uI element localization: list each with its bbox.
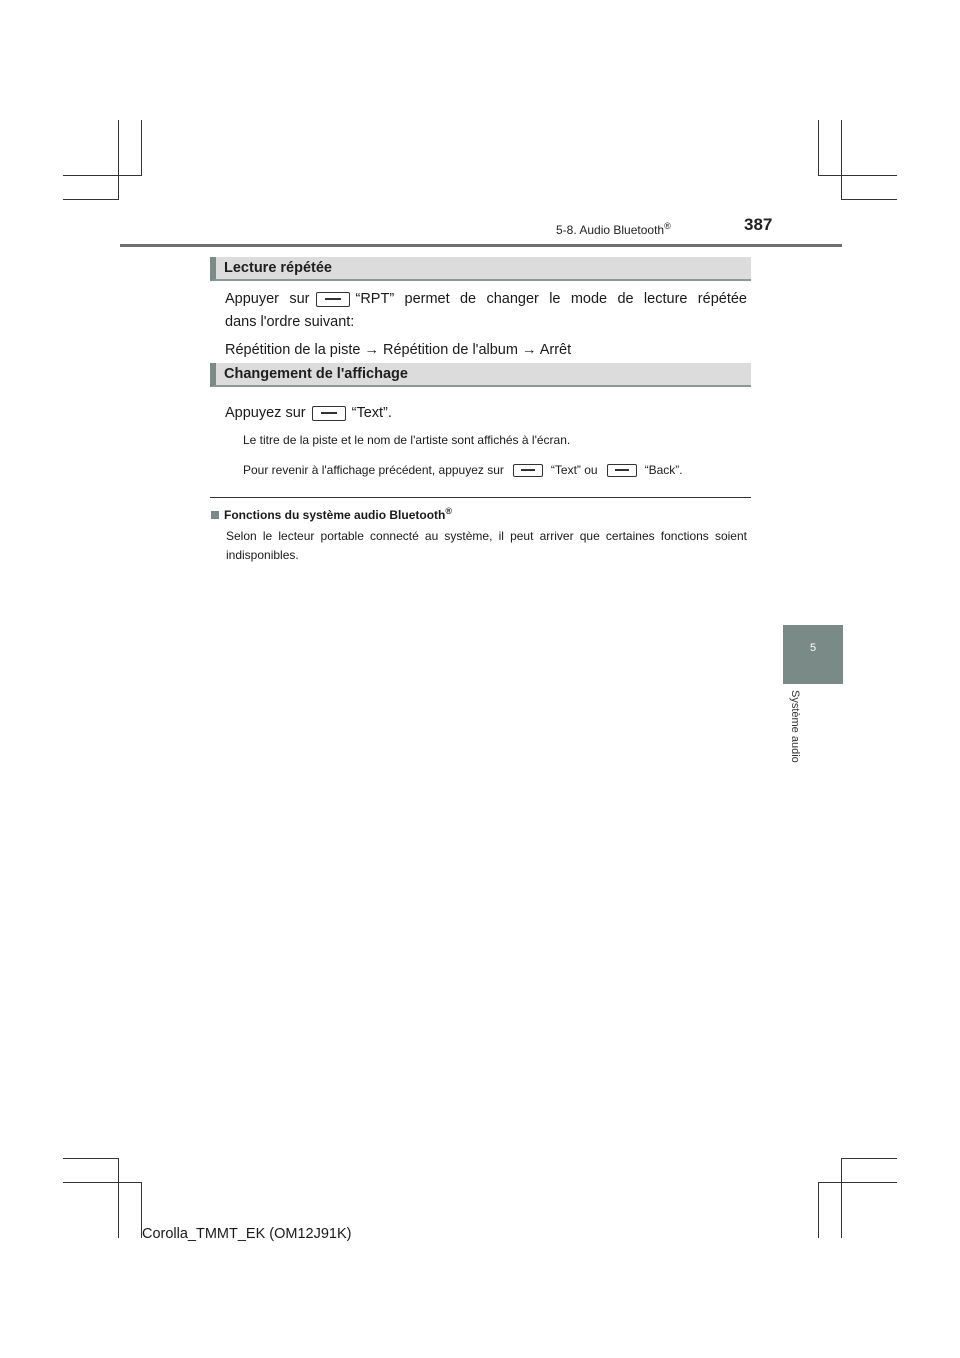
crop-mark — [818, 175, 897, 176]
crop-mark — [63, 1182, 142, 1183]
display-note: Pour revenir à l'affichage précédent, appuyez sur “Text” ou “Back”. — [243, 463, 683, 477]
crop-mark — [818, 1182, 819, 1238]
repeat-sequence: Répétition de la piste → Répétition de l'album → Arrêt — [225, 342, 572, 358]
section-title-bar — [210, 257, 751, 281]
display-paragraph: Appuyez sur “Text”. — [225, 405, 392, 421]
crop-mark — [118, 120, 119, 200]
crop-mark — [63, 1158, 119, 1159]
arrow-icon: → — [364, 342, 379, 358]
chapter-tab — [783, 625, 843, 684]
header-rule — [120, 244, 842, 247]
screen-button-icon — [513, 464, 543, 477]
screen-button-icon — [607, 464, 637, 477]
paragraph-line: dans l'ordre suivant: — [225, 314, 355, 330]
crop-mark — [841, 120, 842, 200]
screen-button-icon — [316, 292, 350, 307]
crop-mark — [141, 120, 142, 176]
arrow-icon: → — [521, 342, 537, 358]
page-number: 387 — [744, 215, 773, 234]
repeat-paragraph — [225, 288, 747, 362]
section-title-display: Changement de l'affichage — [224, 366, 408, 382]
separator-rule — [210, 497, 751, 498]
info-body: Selon le lecteur portable connecté au système, il peut arriver que certaines fonctions soient indisponibles. — [226, 529, 747, 562]
registered-mark: ® — [445, 506, 452, 516]
screen-button-icon — [312, 406, 346, 421]
registered-mark: ® — [664, 221, 671, 231]
display-note: Le titre de la piste et le nom de l'artiste sont affichés à l'écran. — [243, 433, 571, 447]
section-header: 5-8. Audio Bluetooth® — [556, 221, 671, 237]
crop-mark — [63, 175, 142, 176]
paragraph-line: Appuyer sur “RPT” permet de changer le mode de lecture répétée — [225, 291, 747, 307]
crop-mark — [818, 1182, 897, 1183]
chapter-label: Système audio — [789, 690, 801, 763]
chapter-number: 5 — [809, 642, 817, 654]
crop-mark — [841, 1158, 842, 1238]
info-title: Fonctions du système audio Bluetooth® — [211, 506, 452, 522]
crop-mark — [841, 1158, 897, 1159]
crop-mark — [118, 1158, 119, 1238]
square-bullet-icon — [211, 511, 219, 519]
footer-code: Corolla_TMMT_EK (OM12J91K) — [142, 1226, 352, 1242]
section-title-bar — [210, 363, 751, 387]
section-title-repeat: Lecture répétée — [224, 260, 332, 276]
crop-mark — [841, 199, 897, 200]
crop-mark — [818, 120, 819, 176]
crop-mark — [63, 199, 119, 200]
